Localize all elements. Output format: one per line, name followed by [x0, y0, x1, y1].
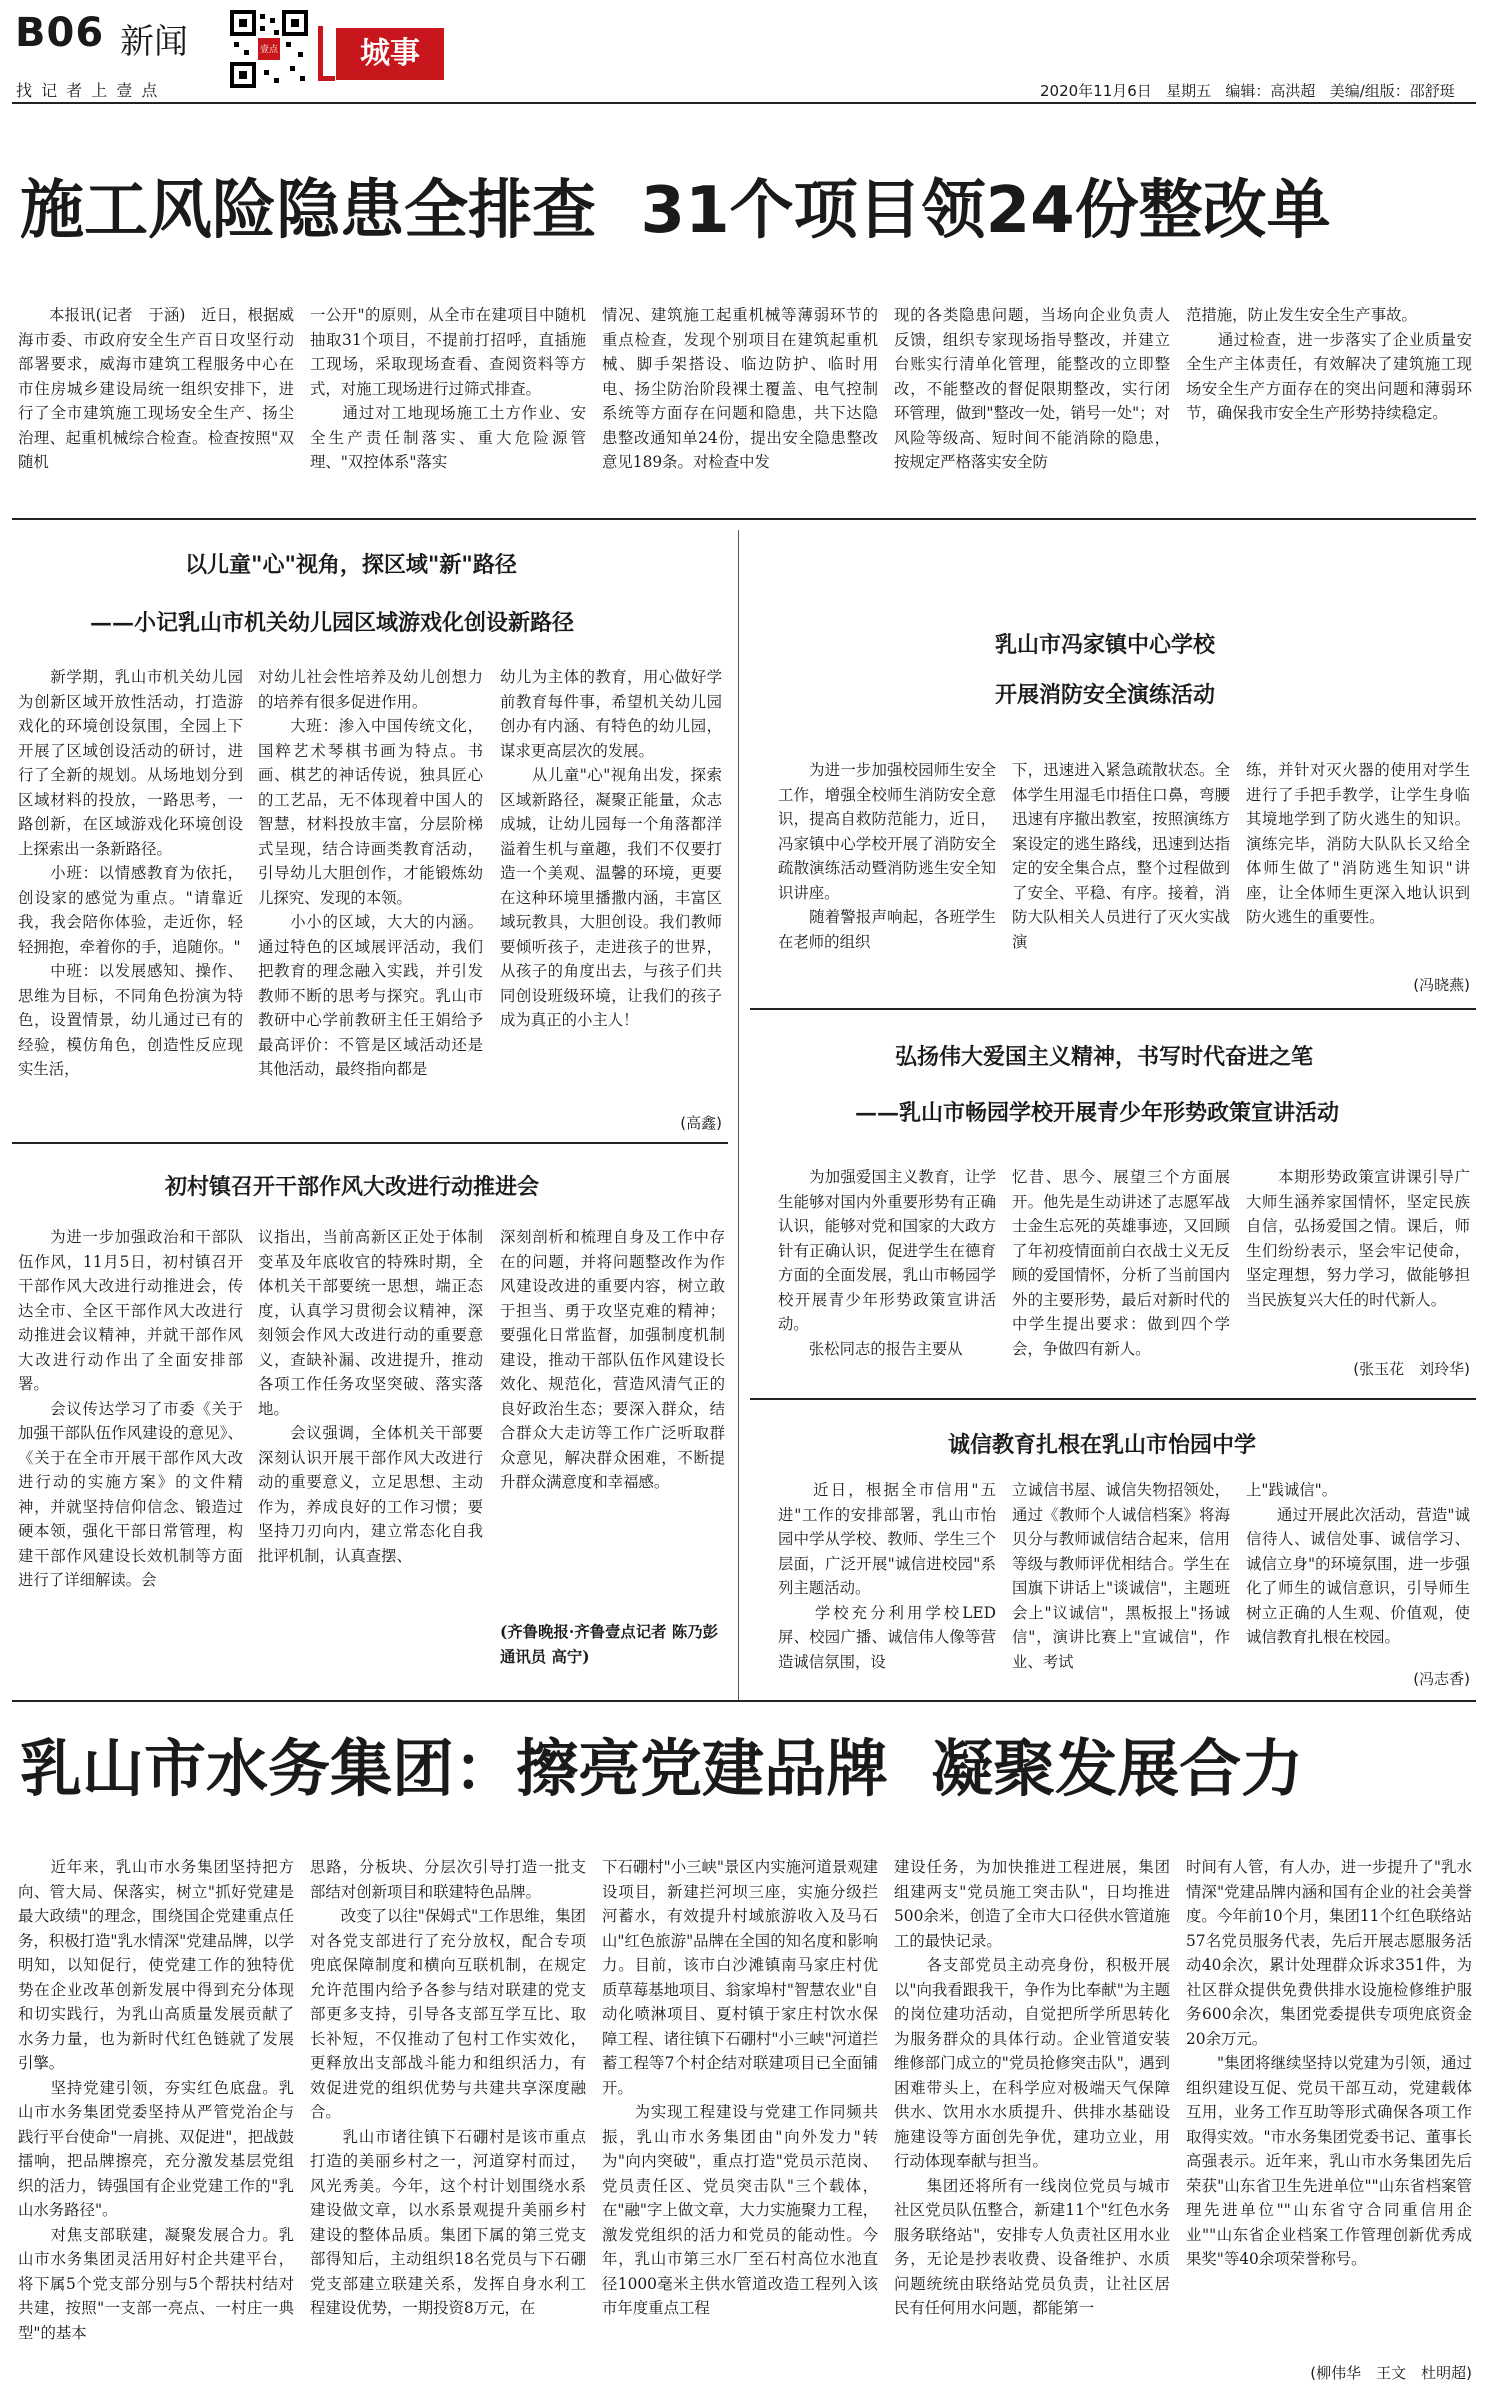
article-1-column-5: 范措施，防止发生安全生产事故。 通过检查，进一步落实了企业质量安全生产主体责任，有效解决了建筑施工现场安全生产方面存在的突出问题和薄弱环节，确保我市安全生产形势持续稳定。 [1186, 306, 1472, 422]
divider [750, 1008, 1476, 1010]
article-2-column-1: 新学期，乳山市机关幼儿园为创新区域开放性活动，打造游戏化的环境创设氛围，全园上下开展了区域创设活动的研讨，进行了全新的规划。从场地划分到区域材料的投放，一路思考，一路创新，在区域游戏化环境创设上探索出一条新路径。 小班：以情感教育为依托，创设家的感觉为重点。"请靠近我，我会陪你体验，走近你，轻轻拥抱，牵着你的手，追随你。" 中班：以发展感知、操作、思维为目标，不同角色扮演为特色，设置情景，幼儿通过已有的经验，模仿角色，创造性反应现实生活， [18, 668, 243, 1078]
article-3-title: 乳山市冯家镇中心学校 [995, 632, 1216, 658]
article-3-credit: (冯晓燕) [1413, 976, 1470, 994]
article-4-column-2: 忆昔、思今、展望三个方面展开。他先是生动讲述了志愿军战士金生忘死的英雄事迹，又回顾了年初疫情面前白衣战士义无反顾的爱国情怀，分析了当前国内外的主要形势，最后对新时代的中学生提出要求：做到四个学会，争做四有新人。 [1012, 1168, 1230, 1358]
article-3-column-3: 练，并针对灭火器的使用对学生进行了手把手教学，让学生身临其境地学到了防火逃生的知识。演练完毕，消防大队队长又给全体师生做了"消防逃生知识"讲座，让全体师生更深入地认识到防火逃生的重要性。 [1246, 761, 1470, 926]
article-2-column-3: 幼儿为主体的教育，用心做好学前教育每件事，希望机关幼儿园创办有内涵、有特色的幼儿园，谋求更高层次的发展。 从儿童"心"视角出发，探索区域新路径，凝聚正能量，众志成城，让幼儿园每一个角落都洋溢着生机与童趣，我们不仅要打造一个美观、温馨的环境，更要在这种环境里播撒内涵，丰富区域玩教具，大胆创设。我们教师要倾听孩子，走进孩子的世界，从孩子的角度出去，与孩子们共同创设班级环境，让我们的孩子成为真正的小主人！ [500, 668, 722, 1029]
article-5-credit: (齐鲁晚报·齐鲁壹点记者 陈乃彭 通讯员 高宁) [500, 1623, 719, 1666]
article-3-column-2: 下，迅速进入紧急疏散状态。全体学生用湿毛巾捂住口鼻，弯腰迅速有序撤出教室，按照演练方案设定的逃生路线，迅速到达指定的安全集合点，整个过程做到了安全、平稳、有序。接着，消防大队相关人员进行了灭火实战演 [1012, 761, 1230, 951]
article-7-credit: (柳伟华 王文 杜明超) [1310, 2364, 1472, 2382]
article-5-column-2: 议指出，当前高新区正处于体制变革及年底收官的特殊时期，全体机关干部要统一思想，端正态度，认真学习贯彻会议精神，深刻领会作风大改进行动的重要意义，查缺补漏、改进提升，推动各项工作任务攻坚突破、落实落地。 会议强调，全体机关干部要深刻认识开展干部作风大改进行动的重要意义，立足思想、主动作为，养成良好的工作习惯；要坚持刀刃向内，建立常态化自我批评机制，认真查摆、 [258, 1228, 483, 1565]
article-2-subtitle: ——小记乳山市机关幼儿园区域游戏化创设新路径 [90, 610, 575, 636]
article-7-column-3: 下石硼村"小三峡"景区内实施河道景观建设项目，新建拦河坝三座，实施分级拦河蓄水，有效提升村域旅游收入及马石山"红色旅游"品牌在全国的知名度和影响力。目前，该市白沙滩镇南马家庄村优质草莓基地项目、翁家埠村"智慧农业"自动化喷淋项目、夏村镇于家庄村饮水保障工程、诸往镇下石硼村"小三峡"河道拦蓄工程等7个村企结对联建项目已全面铺开。 为实现工程建设与党建工作同频共振，乳山市水务集团由"向外发力"转为"向内突破"，重点打造"党员示范岗、党员责任区、党员突击队"三个载体，在"融"字上做文章，大力实施聚力工程，激发党组织的活力和党员的能动性。今年，乳山市第三水厂至石村高位水池直径1000毫米主供水管道改造工程列入该市年度重点工程 [602, 1858, 878, 2317]
article-6-column-2: 立诚信书屋、诚信失物招领处，通过《教师个人诚信档案》将海贝分与教师诚信结合起来，信用等级与教师评优相结合。学生在国旗下讲话上"谈诚信"，主题班会上"议诚信"，黑板报上"扬诚信"，演讲比赛上"宣诚信"，作业、考试 [1012, 1481, 1230, 1671]
column-divider [738, 530, 739, 1700]
article-4-column-1: 为加强爱国主义教育，让学生能够对国内外重要形势有正确认识，能够对党和国家的大政方针有正确认识，促进学生在德育方面的全面发展，乳山市畅园学校开展青少年形势政策宣讲活动。 张松同志的报告主要从 [778, 1168, 996, 1358]
qr-logo-label: 壹点 [260, 45, 279, 55]
article-6-column-3: 上"践诚信"。 通过开展此次活动，营造"诚信待人、诚信处事、诚信学习、诚信立身"的环境氛围，进一步强化了师生的诚信意识，引导师生树立正确的人生观、价值观，使诚信教育扎根在校园。 [1246, 1481, 1470, 1646]
article-3-title-2: 开展消防安全演练活动 [995, 682, 1216, 708]
divider [12, 1142, 728, 1144]
article-6-credit: (冯志香) [1413, 1670, 1470, 1688]
article-1-column-2: 一公开"的原则，从全市在建项目中随机抽取31个项目，不提前打招呼，直插施工现场，采取现场查看、查阅资料等方式，对施工现场进行过筛式排查。 通过对工地现场施工土方作业、安全生产责任制落实、重大危险源管理、"双控体系"落实 [310, 306, 586, 471]
article-7-column-2: 思路，分板块、分层次引导打造一批支部结对创新项目和联建特色品牌。 改变了以往"保姆式"工作思维，集团对各党支部进行了充分放权，配合专项兜底保障制度和横向互联机制，在规定允许范围内给予各参与结对联建的党支部更多支持，引导各支部互学互比、取长补短，不仅推动了包村工作实效化，更释放出支部战斗能力和组织活力，有效促进党的组织优势与共建共享深度融合。 乳山市诸往镇下石硼村是该市重点打造的美丽乡村之一，河道穿村而过，风光秀美。今年，这个村计划围绕水系建设做文章，以水系景观提升美丽乡村建设的整体品质。集团下属的第三党支部得知后，主动组织18名党员与下石硼党支部建立联建关系，发挥自身水利工程建设优势，一期投资8万元，在 [310, 1858, 586, 2317]
article-1-column-1: 本报讯(记者 于涵) 近日，根据威海市委、市政府安全生产百日攻坚行动部署要求，威海市建筑工程服务中心在市住房城乡建设局统一组织安排下，进行了全市建筑施工现场安全生产、扬尘治理、起重机械综合检查。检查按照"双随机 [18, 306, 294, 471]
article-7-column-1: 近年来，乳山市水务集团坚持把方向、管大局、保落实，树立"抓好党建是最大政绩"的理念，围绕国企党建重点任务，积极打造"乳水情深"党建品牌，以学明知，以知促行，使党建工作的独特优势在企业改革创新发展中得到充分体现和切实践行，为乳山高质量发展贡献了水务力量，也为新时代红色链就了发展引擎。 坚持党建引领，夯实红色底盘。乳山市水务集团党委坚持从严管党治企与践行平台使命"一肩挑、双促进"，把战鼓擂响，把品牌擦亮，充分激发基层党组织的活力，铸强国有企业党建工作的"乳山水务路径"。 对焦支部联建，凝聚发展合力。乳山市水务集团灵活用好村企共建平台，将下属5个党支部分别与5个帮扶村结对共建，按照"一支部一亮点、一村庄一典型"的基本 [18, 1858, 294, 2342]
divider [12, 1700, 1476, 1702]
channel-tag: 城事 [336, 28, 444, 80]
divider [12, 518, 1476, 520]
article-5-title: 初村镇召开干部作风大改进行动推进会 [165, 1174, 540, 1200]
divider [750, 1398, 1476, 1400]
article-3-column-1: 为进一步加强校园师生安全工作，增强全校师生消防安全意识，提高自救防范能力，近日，冯家镇中心学校开展了消防安全疏散演练活动暨消防逃生安全知识讲座。 随着警报声响起，各班学生在老师的组织 [778, 761, 996, 951]
masthead-rule [12, 102, 1476, 104]
article-2-title: 以儿童"心"视角，探区域"新"路径 [185, 552, 517, 578]
article-5-column-3: 深刻剖析和梳理自身及工作中存在的问题，并将问题整改作为作风建设改进的重要内容，树立敢于担当、勇于攻坚克难的精神；要强化日常监督，加强制度机制建设，推动干部队伍作风建设长效化、规范化，营造风清气正的良好政治生态；要深入群众，结合群众大走访等工作广泛听取群众意见，解决群众困难，不断提升群众满意度和幸福感。 [500, 1228, 725, 1491]
article-4-subtitle: ——乳山市畅园学校开展青少年形势政策宣讲活动 [855, 1100, 1340, 1126]
dateline: 2020年11月6日 星期五 编辑：高洪超 美编/组版：邵舒珽 [1040, 82, 1455, 100]
article-1-column-4: 现的各类隐患问题，当场向企业负责人反馈，组织专家现场指导整改，并建立台账实行清单化管理，能整改的立即整改，不能整改的督促限期整改，实行闭环管理，做到"整改一处，销号一处"；对风险等级高、短时间不能消除的隐患，按规定严格落实安全防 [894, 306, 1170, 471]
article-6-column-1: 近日，根据全市信用"五进"工作的安排部署，乳山市怡园中学从学校、教师、学生三个层面，广泛开展"诚信进校园"系列主题活动。 学校充分利用学校LED屏、校园广播、诚信伟人像等营造诚信氛围，设 [778, 1481, 996, 1671]
article-4-column-3: 本期形势政策宣讲课引导广大师生涵养家国情怀，坚定民族自信，弘扬爱国之情。课后，师生们纷纷表示，坚会牢记使命，坚定理想，努力学习，做能够担当民族复兴大任的时代新人。 [1246, 1168, 1470, 1309]
article-5-column-1: 为进一步加强政治和干部队伍作风，11月5日，初村镇召开干部作风大改进行动推进会，传达全市、全区干部作风大改进行动推进会议精神，并就干部作风大改进行动作出了全面安排部署。 会议传达学习了市委《关于加强干部队伍作风建设的意见》、《关于在全市开展干部作风大改进行动的实施方案》的文件精神，并就坚持信仰信念、锻造过硬本领，强化干部日常管理，构建干部作风建设长效机制等方面进行了详细解读。会 [18, 1228, 243, 1589]
article-7-column-4: 建设任务，为加快推进工程进展，集团组建两支"党员施工突击队"，日均推进500余米，创造了全市大口径供水管道施工的最快记录。 各支部党员主动亮身份，积极开展以"向我看跟我干，争作为比奉献"为主题的岗位建功活动，自觉把所学所思转化为服务群众的具体行动。企业管道安装维修部门成立的"党员抢修突击队"，遇到困难带头上，在科学应对极端天气保障供水、饮用水水质提升、供排水基础设施建设等方面创先争优，建功立业，用行动体现奉献与担当。 集团还将所有一线岗位党员与城市社区党员队伍整合，新建11个"红色水务服务联络站"，安排专人负责社区用水业务，无论是抄表收费、设备维护、水质问题统统由联络站党员负责，让社区居民有任何用水问题，都能第一 [894, 1858, 1170, 2317]
channel-tag-corner [318, 26, 335, 81]
article-6-title: 诚信教育扎根在乳山市怡园中学 [948, 1432, 1257, 1458]
article-4-credit: (张玉花 刘玲华) [1353, 1360, 1470, 1378]
headline-2: 乳山市水务集团：擦亮党建品牌 凝聚发展合力 [20, 1732, 1304, 1805]
article-4-title: 弘扬伟大爱国主义精神，书写时代奋进之笔 [895, 1044, 1314, 1070]
slogan: 找 记 者 上 壹 点 [16, 81, 160, 100]
headline: 施工风险隐患全排查 31个项目领24份整改单 [20, 174, 1331, 248]
article-7-column-5: 时间有人管，有人办，进一步提升了"乳水情深"党建品牌内涵和国有企业的社会美誉度。今年前10个月，集团11个红色联络站57名党员服务代表，先后开展志愿服务活动40余次，累计处理群众诉求351件，为社区群众提供免费供排水设施检修维护服务600余次，集团党委提供专项兜底资金20余万元。 "集团将继续坚持以党建为引领，通过组织建设互促、党员干部互动，党建载体互用，业务工作互助等形式确保各项工作取得实效。"市水务集团党委书记、董事长高强表示。近年来，乳山市水务集团先后荣获"山东省卫生先进单位""山东省档案管理先进单位""山东省守合同重信用企业""山东省企业档案工作管理创新优秀成果奖"等40余项荣誉称号。 [1186, 1858, 1472, 2268]
page-number: B06 [15, 10, 105, 56]
article-1-column-3: 情况、建筑施工起重机械等薄弱环节的重点检查，发现个别项目在建筑起重机械、脚手架搭设、临边防护、临时用电、扬尘防治阶段裸土覆盖、电气控制系统等方面存在问题和隐患，共下达隐患整改通知单24份，提出安全隐患整改意见189条。对检查中发 [602, 306, 878, 471]
qr-code-icon [230, 10, 308, 88]
article-2-credit: (高鑫) [680, 1114, 722, 1132]
section-name: 新闻 [120, 22, 188, 62]
article-2-column-2: 对幼儿社会性培养及幼儿创想力的培养有很多促进作用。 大班：渗入中国传统文化，国粹艺术琴棋书画为特点。书画、棋艺的神话传说，独具匠心的工艺品，无不体现着中国人的智慧，材料投放丰富，分层阶梯式呈现，结合诗画类教育活动，引导幼儿大胆创作，才能锻炼幼儿探究、发现的本领。 小小的区域，大大的内涵。通过特色的区域展评活动，我们把教育的理念融入实践，并引发教师不断的思考与探究。乳山市教研中心学前教研主任王娟给予最高评价：不管是区域活动还是其他活动，最终指向都是 [258, 668, 483, 1078]
